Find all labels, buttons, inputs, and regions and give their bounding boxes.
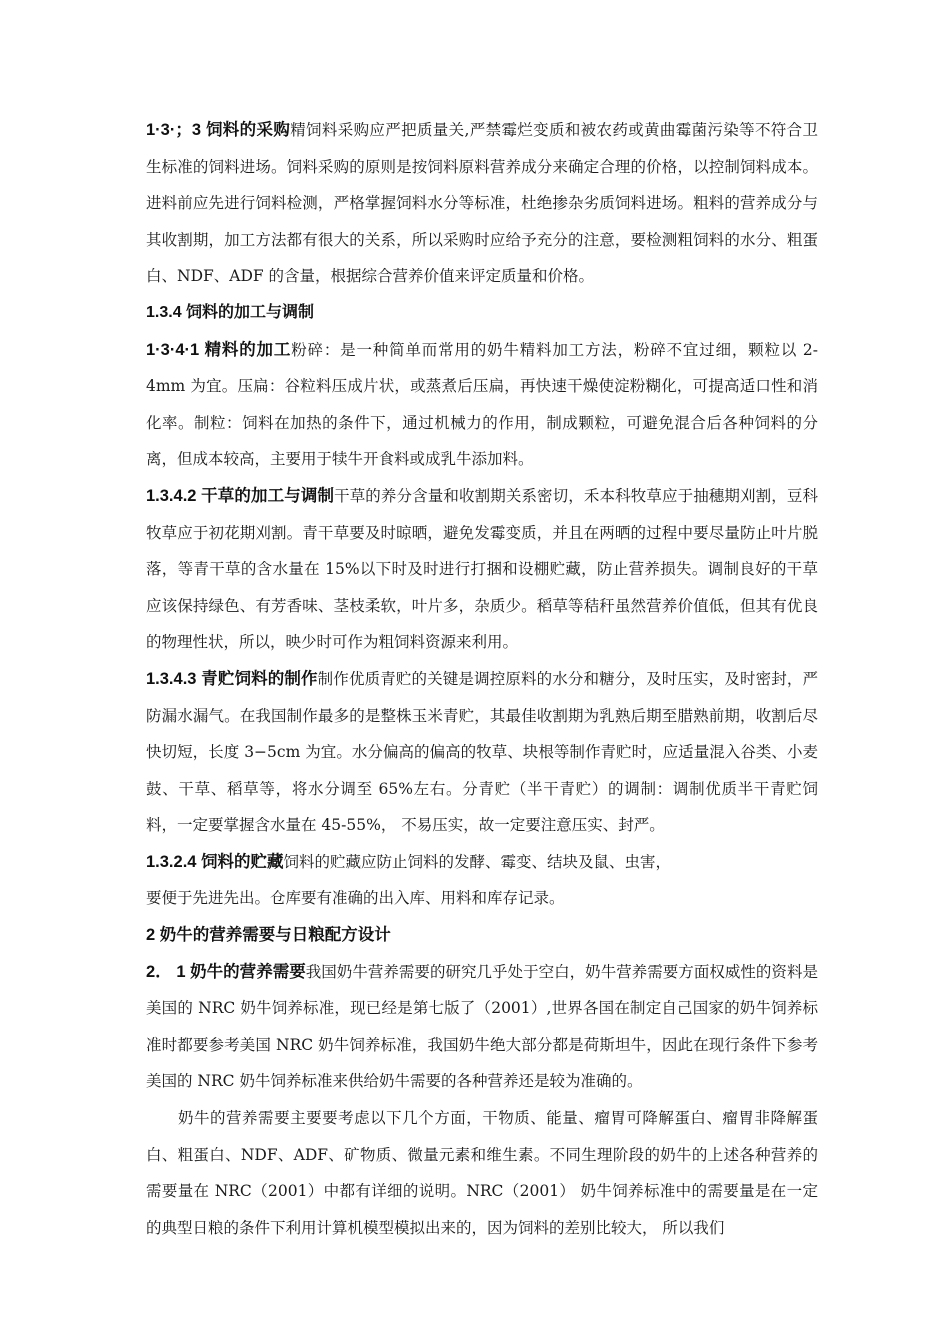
section-1-3-2-4 [146,844,818,917]
section-text: 粉碎：是一种简单而常用的奶牛精料加工方法，粉碎不宜过细，颗粒以 2-4mm 为宜。压扁：谷粒料压成片状，或蒸煮后压扁，再快速干燥使淀粉糊化，可提高适口性和消化率。制粒：饲料在加热的条件下，通过机械力的作用，制成颗粒，可避免混合后各种饲料的分离，但成本较高，主要用于犊牛开食料或成乳牛添加料。 [146,340,818,469]
section-2-1 [146,954,818,1100]
section-1-3-3 [146,112,818,295]
section-text: 我国奶牛营养需要的研究几乎处于空白，奶牛营养需要方面权威性的资料是美国的 NRC 奶牛饲养标准，现已经是第七版了（2001）,世界各国在制定自己国家的奶牛饲养标准时都要参考美国 NRC 奶牛饲养标准，我国奶牛绝大部分都是荷斯坦牛，因此在现行条件下参考美国的 NRC 奶牛饲养标准来供给奶牛需要的各种营养还是较为准确的。 [146,962,818,1091]
section-heading: 1.3.4.3 青贮饲料的制作 [146,669,318,688]
section-1-3-4-2 [146,478,818,661]
section-1-3-4-3 [146,661,818,844]
section-text-line1: 饲料的贮藏应防止饲料的发酵、霉变、结块及鼠、虫害， [283,852,672,871]
section-heading: 1.3.2.4 饲料的贮藏 [146,852,284,871]
section-heading: 1·3·；3 饲料的采购 [146,121,291,139]
section-heading: 1.3.4.2 干草的加工与调制 [146,486,335,505]
section-text-line2: 要便于先进先出。仓库要有准确的出入库、用料和库存记录。 [146,889,565,908]
section-1-3-4-1 [146,332,818,478]
chapter-2-heading: 2 奶牛的营养需要与日粮配方设计 [146,926,391,945]
section-heading: 1·3·4·1 精料的加工 [146,340,292,359]
section-heading: 2． 1 奶牛的营养需要 [146,962,306,981]
section-1-3-4-heading: 1.3.4 饲料的加工与调制 [146,303,315,321]
section-text: 精饲料采购应严把质量关,严禁霉烂变质和被农药或黄曲霉菌污染等不符合卫生标准的饲料进场。饲料采购的原则是按饲料原料营养成分来确定合理的价格，以控制饲料成本。进料前应先进行饲料检测，严格掌握饲料水分等标准，杜绝掺杂劣质饲料进场。粗料的营养成分与其收割期，加工方法都有很大的关系，所以采购时应给予充分的注意，要检测粗饲料的水分、粗蛋白、NDF、ADF 的含量，根据综合营养价值来评定质量和价格。 [146,121,819,286]
section-text: 干草的养分含量和收割期关系密切，禾本科牧草应于抽穗期刈割，豆科牧草应于初花期刈割。青干草要及时晾晒，避免发霉变质，并且在两晒的过程中要尽量防止叶片脱落，等青干草的含水量在 15%以下时及时进行打捆和设棚贮藏，防止营养损失。调制良好的干草应该保持绿色、有芳香味、茎枝柔软，叶片多，杂质少。稻草等秸秆虽然营养价值低，但其有优良的物理性状，所以，映少时可作为粗饲料资源来利用。 [146,486,818,652]
document-body [146,112,818,1246]
section-text: 制作优质青贮的关键是调控原料的水分和糖分，及时压实，及时密封，严防漏水漏气。在我国制作最多的是整株玉米青贮，其最佳收割期为乳熟后期至腊熟前期，收割后尽快切短，长度 3−5cm 为宜。水分偏高的偏高的牧草、块根等制作青贮时，应适量混入谷类、小麦鼓、干草、稻草等，将水分调至 65%左右。分青贮（半干青贮）的调制：调制优质半干青贮饲料，一定要掌握含水量在 45-55%， 不易压实，故一定要注意压实、封严。 [146,669,818,835]
section-2-1-paragraph-2: 奶牛的营养需要主要要考虑以下几个方面，干物质、能量、瘤胃可降解蛋白、瘤胃非降解蛋白、粗蛋白、NDF、ADF、矿物质、微量元素和维生素。不同生理阶段的奶牛的上述各种营养的需要量在 NRC（2001）中都有详细的说明。NRC（2001） 奶牛饲养标准中的需要量是在一定的典型日粮的条件下利用计算机模型模拟出来的，因为饲料的差别比较大， 所以我们 [146,1109,818,1237]
